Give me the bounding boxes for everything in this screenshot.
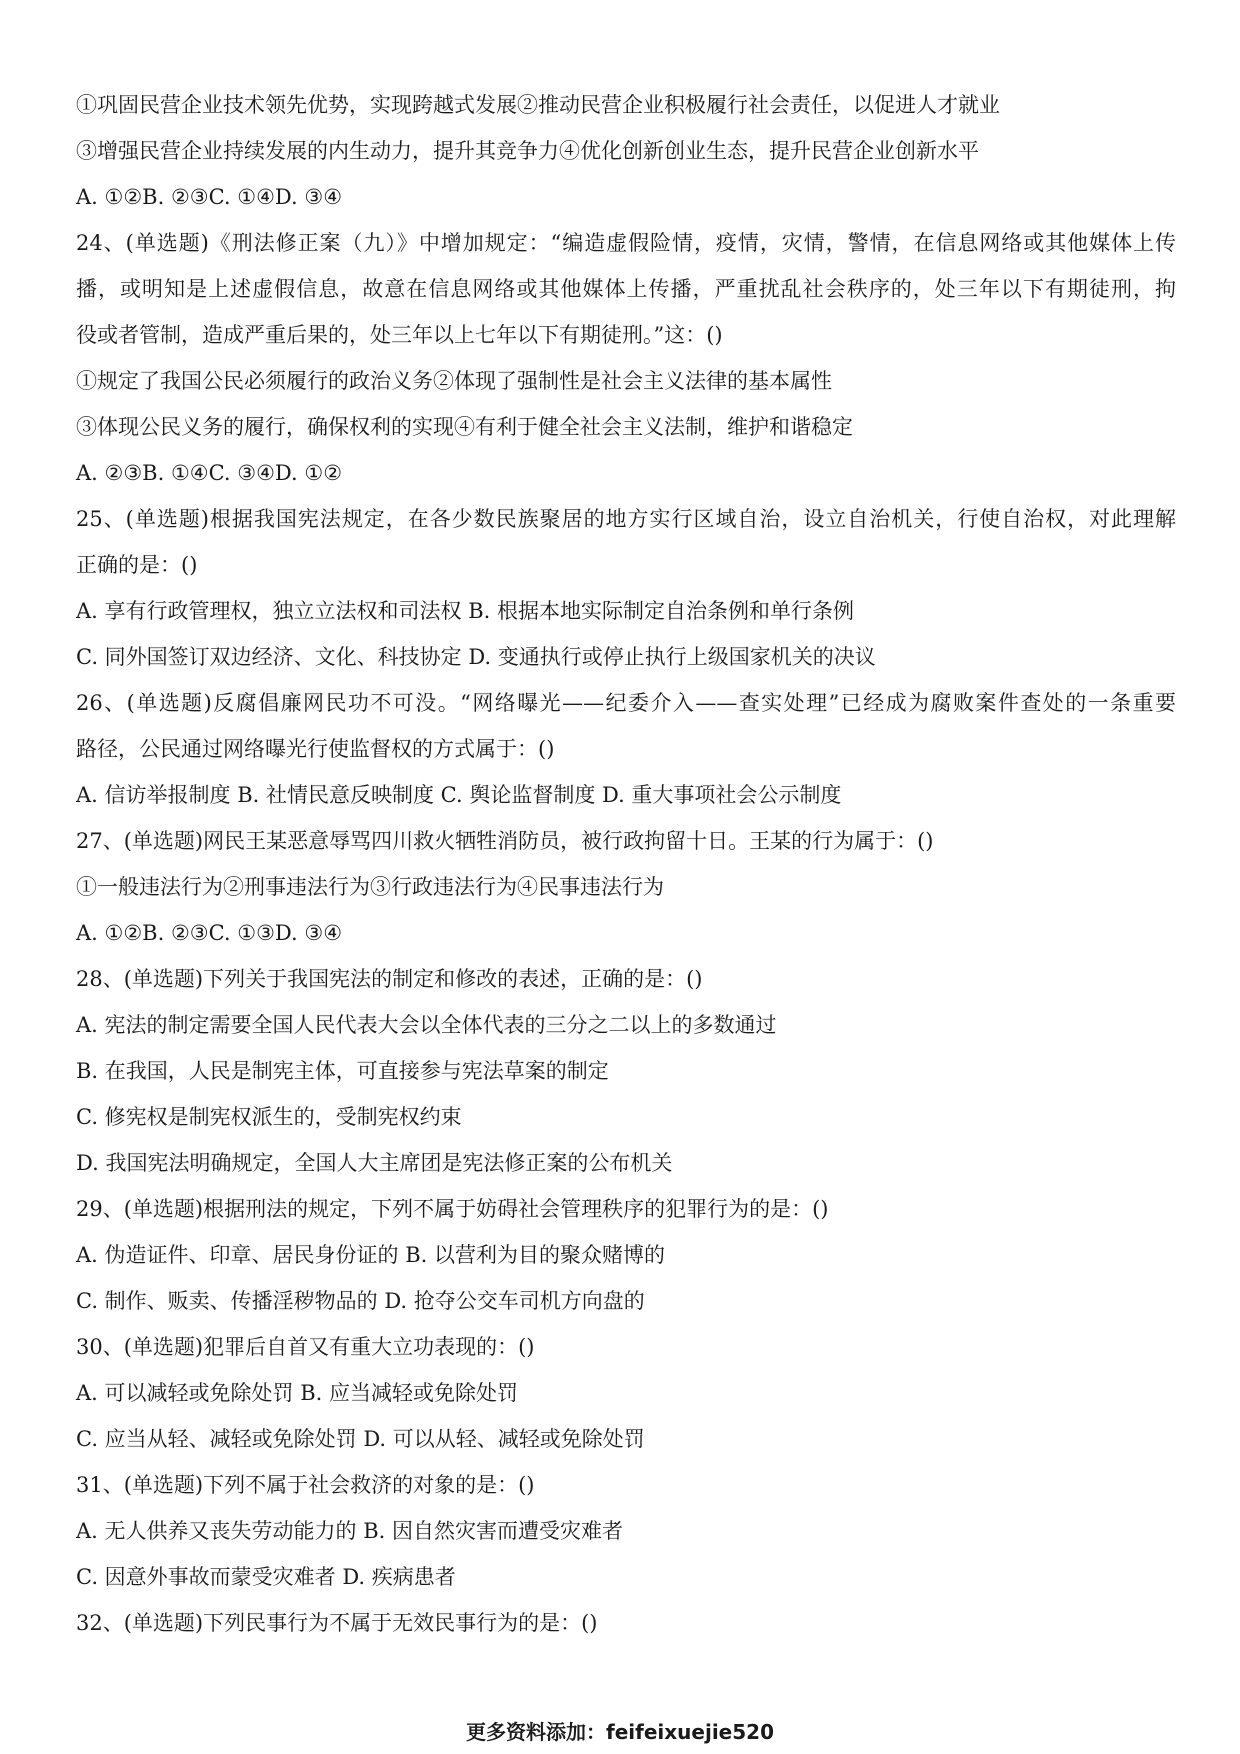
text-line: A. ②③B. ①④C. ③④D. ①② — [76, 461, 343, 485]
text-line: 路径，公民通过网络曝光行使监督权的方式属于：() — [76, 737, 555, 761]
text-line: 29、(单选题)根据刑法的规定，下列不属于妨碍社会管理秩序的犯罪行为的是：() — [76, 1197, 829, 1221]
text-line: 32、(单选题)下列民事行为不属于无效民事行为的是：() — [76, 1611, 598, 1635]
text-line: 役或者管制，造成严重后果的，处三年以上七年以下有期徒刑。”这：() — [76, 323, 723, 347]
text-line: C. 制作、贩卖、传播淫秽物品的 D. 抢夺公交车司机方向盘的 — [76, 1289, 645, 1313]
text-line: A. ①②B. ②③C. ①③D. ③④ — [76, 921, 343, 945]
text-line: 25、(单选题)根据我国宪法规定，在各少数民族聚居的地方实行区域自治，设立自治机关，行使自治权，对此理解 — [76, 507, 1176, 531]
text-line: A. 享有行政管理权，独立立法权和司法权 B. 根据本地实际制定自治条例和单行条例 — [76, 599, 854, 623]
footer-contact: 更多资料添加：feifeixuejie520 — [466, 1720, 774, 1744]
text-line: ①巩固民营企业技术领先优势，实现跨越式发展②推动民营企业积极履行社会责任，以促进人才就业 — [76, 93, 1000, 117]
text-line: C. 同外国签订双边经济、文化、科技协定 D. 变通执行或停止执行上级国家机关的决议 — [76, 645, 876, 669]
text-line: B. 在我国，人民是制宪主体，可直接参与宪法草案的制定 — [76, 1059, 609, 1083]
text-line: 播，或明知是上述虚假信息，故意在信息网络或其他媒体上传播，严重扰乱社会秩序的，处三年以下有期徒刑，拘 — [76, 277, 1176, 301]
text-line: C. 修宪权是制宪权派生的，受制宪权约束 — [76, 1105, 462, 1129]
text-line: D. 我国宪法明确规定，全国人大主席团是宪法修正案的公布机关 — [76, 1151, 673, 1175]
text-line: A. 伪造证件、印章、居民身份证的 B. 以营利为目的聚众赌博的 — [76, 1243, 665, 1267]
text-line: 正确的是：() — [76, 553, 198, 577]
text-line: ③体现公民义务的履行，确保权利的实现④有利于健全社会主义法制，维护和谐稳定 — [76, 415, 853, 439]
text-line: 27、(单选题)网民王某恶意辱骂四川救火牺牲消防员，被行政拘留十日。王某的行为属于：() — [76, 829, 934, 853]
document-body — [76, 88, 1176, 1652]
text-line: A. ①②B. ②③C. ①④D. ③④ — [76, 185, 343, 209]
text-line: A. 宪法的制定需要全国人民代表大会以全体代表的三分之二以上的多数通过 — [76, 1013, 777, 1037]
text-line: 31、(单选题)下列不属于社会救济的对象的是：() — [76, 1473, 535, 1497]
text-line: ③增强民营企业持续发展的内生动力，提升其竞争力④优化创新创业生态，提升民营企业创新水平 — [76, 139, 979, 163]
text-line: 28、(单选题)下列关于我国宪法的制定和修改的表述，正确的是：() — [76, 967, 703, 991]
text-line: A. 无人供养又丧失劳动能力的 B. 因自然灾害而遭受灾难者 — [76, 1519, 623, 1543]
text-line: 30、(单选题)犯罪后自首又有重大立功表现的：() — [76, 1335, 535, 1359]
text-line: ①一般违法行为②刑事违法行为③行政违法行为④民事违法行为 — [76, 875, 664, 899]
text-line: 26、(单选题)反腐倡廉网民功不可没。“网络曝光——纪委介入——查实处理”已经成为腐败案件查处的一条重要 — [76, 691, 1176, 715]
text-line: A. 可以减轻或免除处罚 B. 应当减轻或免除处罚 — [76, 1381, 518, 1405]
text-line: C. 应当从轻、减轻或免除处罚 D. 可以从轻、减轻或免除处罚 — [76, 1427, 645, 1451]
text-line: ①规定了我国公民必须履行的政治义务②体现了强制性是社会主义法律的基本属性 — [76, 369, 832, 393]
text-line: C. 因意外事故而蒙受灾难者 D. 疾病患者 — [76, 1565, 456, 1589]
text-line: A. 信访举报制度 B. 社情民意反映制度 C. 舆论监督制度 D. 重大事项社会公示制度 — [76, 783, 842, 807]
text-line: 24、(单选题)《刑法修正案（九）》中增加规定：“编造虚假险情，疫情，灾情，警情，在信息网络或其他媒体上传 — [76, 231, 1176, 255]
